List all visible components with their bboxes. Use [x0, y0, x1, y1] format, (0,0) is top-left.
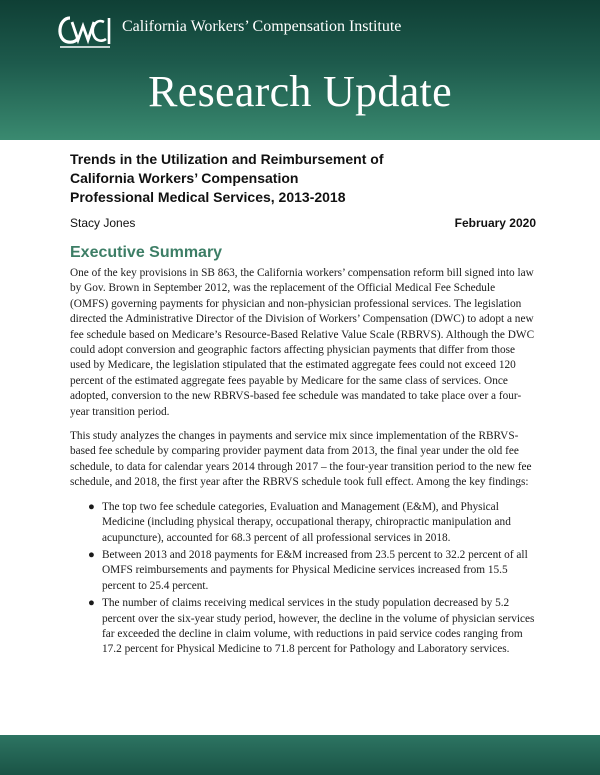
title-line: Professional Medical Services, 2013-2018	[70, 189, 346, 205]
bullet-icon: ●	[88, 597, 95, 610]
author: Stacy Jones	[70, 216, 136, 230]
footer-band	[0, 735, 600, 775]
header-banner	[0, 0, 600, 140]
finding-text: Between 2013 and 2018 payments for E&M increased from 23.5 percent to 32.2 percent of all OMFS reimbursements and payments for Physical Medicine services increased from 15.5 percent to 25.4 percent.	[102, 548, 528, 592]
cwci-logo	[52, 10, 114, 52]
section-heading: Executive Summary	[70, 244, 223, 261]
bullet-icon: ●	[88, 548, 95, 561]
list-item	[70, 596, 535, 658]
list-item	[70, 548, 535, 594]
paragraph: One of the key provisions in SB 863, the California workers’ compensation reform bill signed into law by Gov. Brown in September 2012, was the replacement of the Official Medical Fee Schedule (OMFS) governing payments for physician and non-physician professional services. The legislation directed the Administrative Director of the Division of Workers’ Compensation (DWC) to adopt a new fee schedule based on Medicare’s Resource-Based Relative Value Scale (RBRVS). Although the DWC could adopt conversion and geographic factors affecting physician payments that differ from those used by Medicare, the legislation stipulated that the estimated aggregate fees could not exceed 120 percent of the estimated aggregate fees payable by Medicare for the same class of services. Once adopted, conversion to the new RBRVS-based fee schedule was mandated to take place over a four-year transition period.	[70, 267, 535, 418]
document-body	[70, 266, 535, 660]
title-line: Trends in the Utilization and Reimbursement of	[70, 151, 384, 167]
publication-date: February 2020	[454, 216, 536, 230]
title-line: California Workers’ Compensation	[70, 170, 299, 186]
banner-title: Research Update	[148, 67, 452, 116]
bullet-icon: ●	[88, 500, 95, 513]
list-item	[70, 500, 535, 546]
document-title	[70, 150, 530, 207]
finding-text: The number of claims receiving medical services in the study population decreased by 5.2 percent over the six-year study period, however, the decline in the volume of physician services far exceeded the decline in claim volume, with reductions in paid service codes ranging from 17.2 percent for Physical Medicine to 71.8 percent for Pathology and Laboratory services.	[102, 597, 535, 656]
key-findings-list	[70, 500, 535, 658]
organization-name: California Workers’ Compensation Institute	[122, 18, 402, 35]
paragraph: This study analyzes the changes in payments and service mix since implementation of the RBRVS-based fee schedule by comparing provider payment data from 2013, the final year under the old fee schedule, to data for calendar years 2014 through 2017 – the four-year transition period to the new fee schedule, and 2018, the first year after the RBRVS schedule took full effect. Among the key findings:	[70, 430, 532, 489]
finding-text: The top two fee schedule categories, Evaluation and Management (E&M), and Physical Medicine (including physical therapy, occupational therapy, chiropractic manipulation and acupuncture), accounted for 68.3 percent of all professional services in 2018.	[102, 500, 511, 544]
